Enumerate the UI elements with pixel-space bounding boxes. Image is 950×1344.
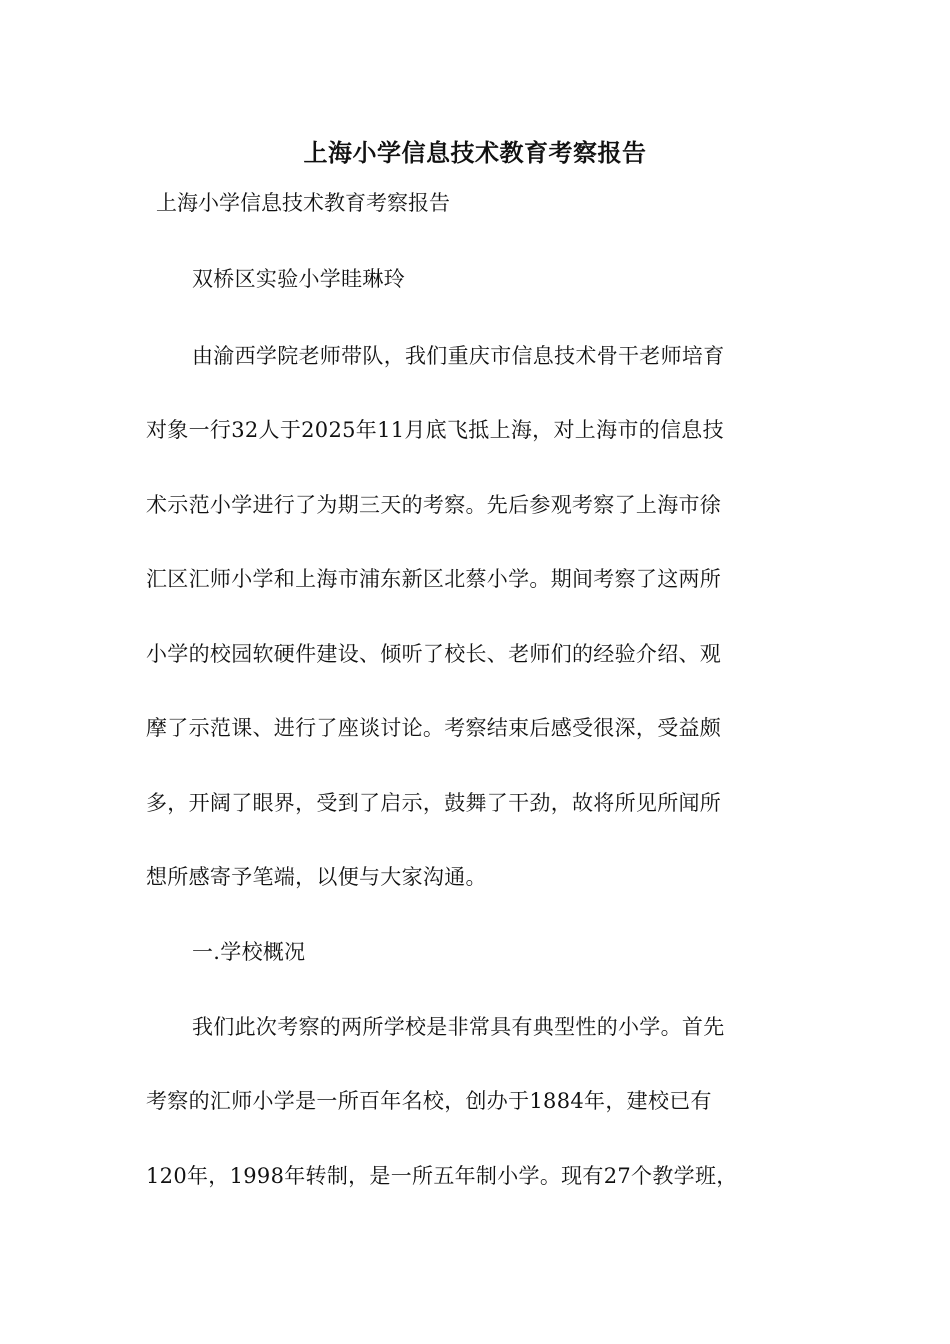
paragraph-line: 摩了示范课、进行了座谈讨论。考察结束后感受很深，受益颇 xyxy=(146,716,722,740)
paragraph-line: 小学的校园软硬件建设、倾听了校长、老师们的经验介绍、观 xyxy=(146,642,722,666)
section-heading: 一.学校概况 xyxy=(192,940,306,964)
document-title: 上海小学信息技术教育考察报告 xyxy=(303,138,647,167)
document-subtitle: 上海小学信息技术教育考察报告 xyxy=(156,191,450,215)
author-line: 双桥区实验小学眭琳玲 xyxy=(192,267,405,291)
paragraph-line: 对象一行32人于2025年11月底飞抵上海，对上海市的信息技 xyxy=(146,418,724,442)
paragraph-line: 我们此次考察的两所学校是非常具有典型性的小学。首先 xyxy=(192,1015,725,1039)
paragraph-line: 术示范小学进行了为期三天的考察。先后参观考察了上海市徐 xyxy=(146,493,722,517)
paragraph-line: 考察的汇师小学是一所百年名校，创办于1884年，建校已有 xyxy=(146,1089,712,1113)
paragraph-line: 120年，1998年转制，是一所五年制小学。现有27个教学班， xyxy=(146,1164,738,1188)
paragraph-line: 多，开阔了眼界，受到了启示，鼓舞了干劲，故将所见所闻所 xyxy=(146,791,722,815)
paragraph-line: 汇区汇师小学和上海市浦东新区北蔡小学。期间考察了这两所 xyxy=(146,567,722,591)
paragraph-line: 由渝西学院老师带队，我们重庆市信息技术骨干老师培育 xyxy=(192,344,725,368)
paragraph-line: 想所感寄予笔端，以便与大家沟通。 xyxy=(146,865,487,889)
